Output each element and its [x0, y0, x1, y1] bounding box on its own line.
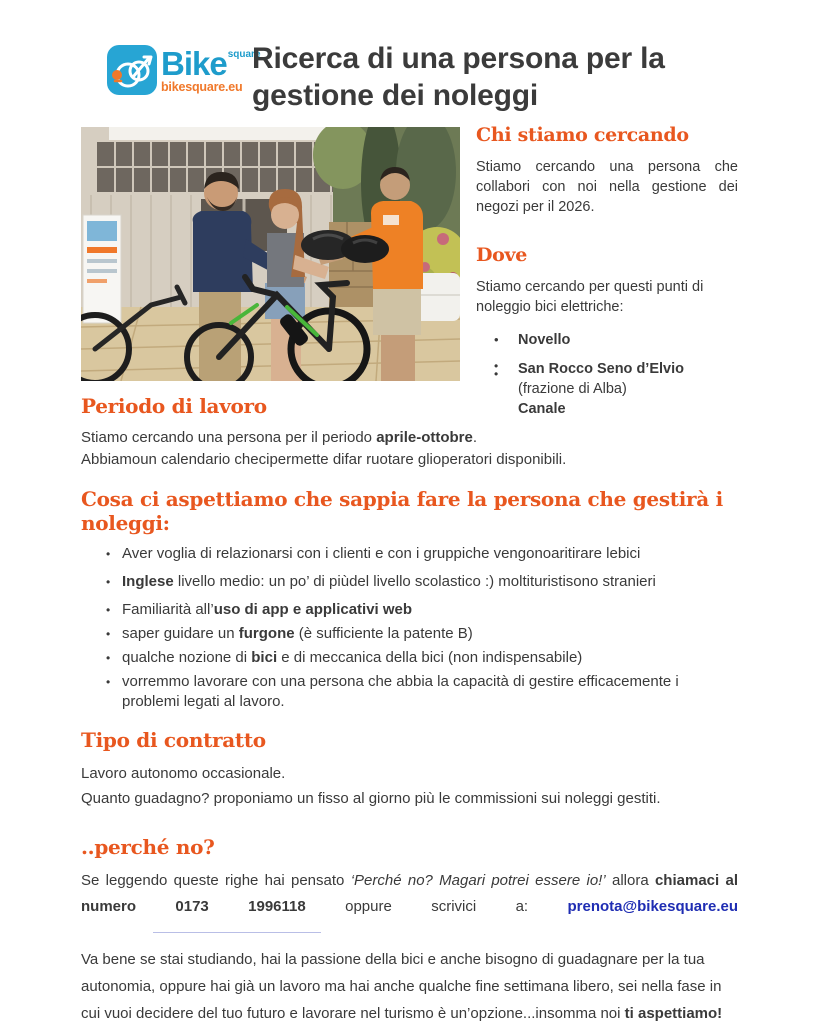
text-run: aprile-ottobre	[376, 429, 473, 446]
why-not-paragraph	[81, 868, 738, 946]
period-line	[81, 427, 738, 449]
text-run: Canale	[518, 401, 566, 417]
expectation-item	[81, 600, 738, 620]
header	[106, 44, 261, 96]
text-run: qualche nozione di	[122, 649, 252, 666]
right-column	[476, 124, 738, 419]
text-run: uso di app e applicativi web	[213, 601, 413, 618]
section-heading-contract: Tipo di contratto	[81, 728, 266, 752]
text-run: chiamaci al numero 0173 1996118	[81, 872, 738, 915]
text-run: Lavoro autonomo occasionale.	[81, 765, 286, 782]
text-run: bici	[251, 649, 278, 666]
logo-domain: bikesquare.eu	[161, 79, 243, 94]
expectation-item	[81, 544, 738, 564]
text-run: Va bene se stai studiando, hai la passione della bici e anche bisogno di guadagnare per la tua autonomia, oppure hai già un lavoro ma hai anche qualche fine settimana libero, sei nella fase in cui vuoi decidere del tuo futuro e lavorare nel turismo è un’opzione...insomma noi	[81, 951, 722, 1022]
text-run: ti aspettiamo!	[624, 1005, 723, 1022]
page-title	[252, 40, 722, 114]
contract-line	[81, 761, 738, 786]
section-expectations	[81, 487, 738, 712]
text-run: Stiamo cercando una persona per il periodo	[81, 429, 377, 446]
bikesquare-logo-icon	[106, 44, 158, 96]
bikesquare-logo	[106, 44, 261, 96]
photo-bike-rental	[81, 127, 460, 381]
section-heading-period: Periodo di lavoro	[81, 394, 267, 418]
where-intro: Stiamo cercando per questi punti di noleggio bici elettriche:	[476, 279, 704, 315]
why-not-runs	[81, 872, 738, 915]
section-where	[476, 244, 738, 419]
text-run: Se leggendo queste righe hai pensato	[81, 872, 351, 889]
text-run: allora	[605, 872, 655, 889]
text-run: (è sufficiente la patente B)	[294, 625, 473, 642]
expectation-item	[81, 624, 738, 644]
signature-line	[153, 932, 321, 933]
text-run: Inglese	[122, 573, 174, 590]
section-heading-why-not: ..perché no?	[81, 835, 215, 859]
expectation-item	[81, 672, 738, 712]
location-item	[476, 330, 704, 350]
section-period	[81, 394, 738, 471]
contract-line	[81, 786, 738, 811]
text-run: Familiarità all’	[122, 601, 214, 618]
text-run: e di meccanica della bici (non indispensabile)	[277, 649, 583, 666]
expectations-list	[81, 544, 738, 712]
text-run: oppure scrivici a:	[305, 898, 568, 915]
section-heading-where: Dove	[476, 244, 528, 266]
logo-text	[161, 44, 261, 94]
section-heading-who: Chi stiamo cercando	[476, 124, 689, 146]
location-san-rocco	[518, 359, 704, 399]
who-body: Stiamo cercando una persona che collabori con noi nella gestione dei negozi per il 2026.	[476, 159, 738, 215]
title-line-1: Ricerca di una persona per la	[252, 42, 665, 75]
text-run: Abbiamoun calendario checipermette difar ruotare glioperatori disponibili.	[81, 451, 567, 468]
closing-paragraph	[81, 946, 738, 1024]
text-run: San Rocco Seno d’Elvio	[518, 361, 684, 377]
location-novello	[518, 330, 704, 350]
section-who	[476, 124, 738, 217]
section-contract	[81, 728, 738, 811]
logo-superscript: square	[227, 48, 261, 60]
title-line-2: gestione dei noleggi	[252, 79, 539, 112]
text-run: Aver voglia di relazionarsi con i clienti e con i gruppiche vengonoaritirare lebici	[122, 545, 641, 562]
text-run: vorremmo lavorare con una persona che abbia la capacità di gestire efficacemente i problemi legati al lavoro.	[122, 673, 679, 710]
text-run: ‘Perché no? Magari potrei essere io!’	[350, 872, 606, 889]
text-run: furgone	[238, 625, 295, 642]
text-run: Novello	[518, 332, 571, 348]
section-why-not	[81, 835, 738, 1024]
logo-brand: Bike	[161, 44, 227, 82]
text-run: Quanto guadagno? proponiamo un fisso al giorno più le commissioni sui noleggi gestiti.	[81, 790, 661, 807]
section-heading-expectations: Cosa ci aspettiamo che sappia fare la persona che gestirà i noleggi:	[81, 487, 723, 535]
main-content	[81, 394, 738, 1024]
expectation-item	[81, 648, 738, 668]
text-run: livello medio: un po’ di piùdel livello scolastico :) moltituristisono stranieri	[173, 573, 656, 590]
text-run: saper guidare un	[122, 625, 239, 642]
text-run: .	[472, 429, 478, 446]
text-run: (frazione di Alba)	[518, 381, 627, 397]
email-link[interactable]: prenota@bikesquare.eu	[567, 898, 738, 915]
expectation-item	[81, 572, 738, 592]
period-line	[81, 449, 738, 471]
